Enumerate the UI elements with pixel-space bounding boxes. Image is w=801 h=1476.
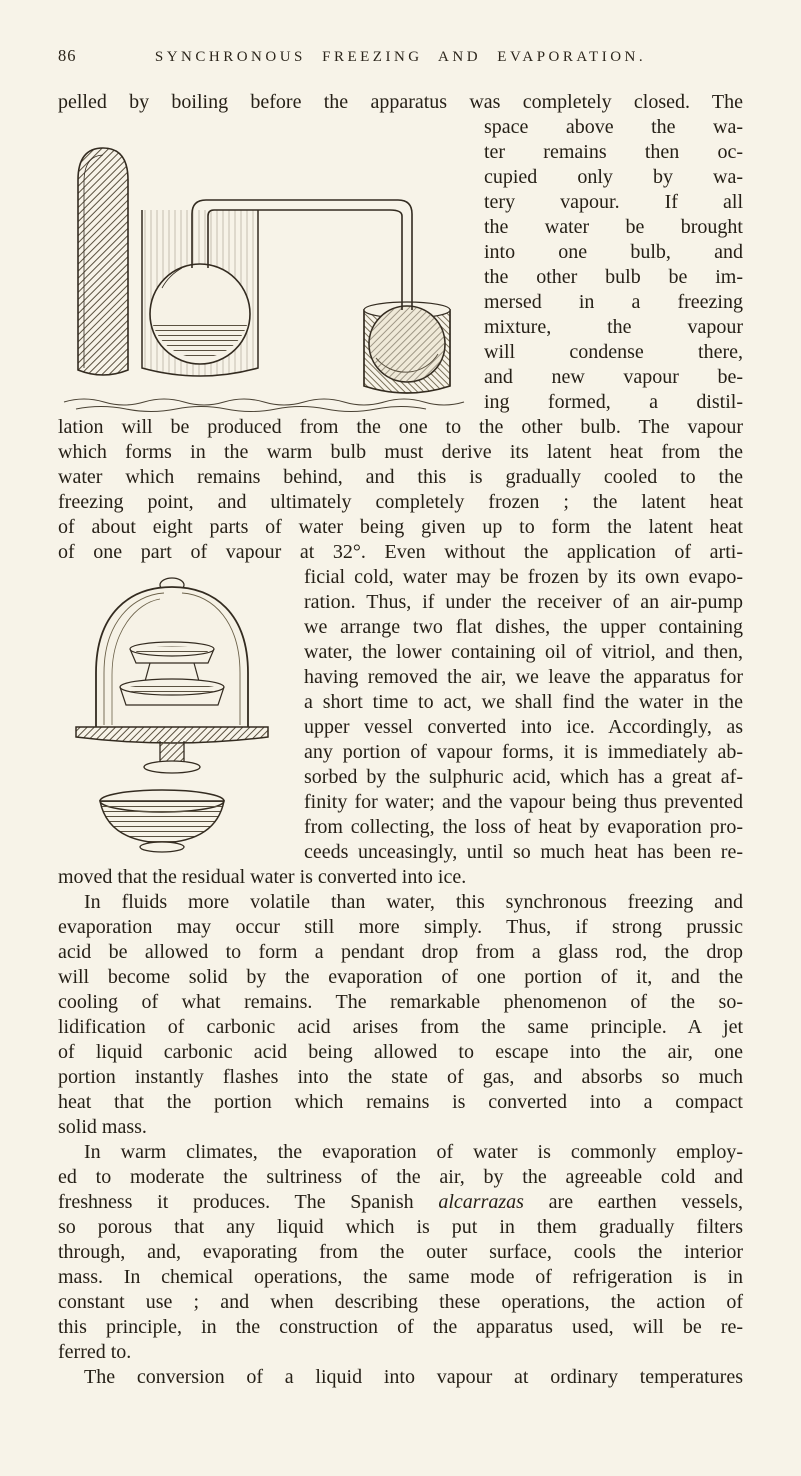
figure-cryophorus (58, 115, 470, 415)
text-line: into one bulb, and (484, 241, 743, 263)
text-line: the other bulb be im- (484, 266, 743, 288)
text-line: of liquid carbonic acid being allowed to escape into the air, one (58, 1041, 743, 1063)
text-line: water, the lower containing oil of vitriol, and then, (304, 641, 743, 663)
text-line: a short time to act, we shall find the water in the (304, 691, 743, 713)
page-number: 86 (58, 46, 77, 65)
text-line: of one part of vapour at 32°. Even without the application of arti- (58, 541, 743, 563)
text-line: the water be brought (484, 216, 743, 238)
text-line: water which remains behind, and this is gradually cooled to the (58, 466, 743, 488)
alcarrazas-italic: alcarrazas (438, 1191, 524, 1213)
text-line: ration. Thus, if under the receiver of an air-pump (304, 591, 743, 613)
text-line: ficial cold, water may be frozen by its own evapo- (304, 566, 743, 588)
text-line: space above the wa- (484, 116, 743, 138)
text-beside-figure1 (470, 115, 743, 415)
cryophorus-illustration (58, 118, 470, 414)
paragraph1-middle-lines (58, 415, 743, 565)
paragraph3-lines (58, 1215, 743, 1340)
text-line: we arrange two flat dishes, the upper containing (304, 616, 743, 638)
text-line: moved that the residual water is converted into ice. (58, 866, 467, 888)
text-line: ceeds unceasingly, until so much heat has been re- (304, 841, 743, 863)
text-line: lidification of carbonic acid arises from the same principle. A jet (58, 1016, 743, 1038)
text-line: heat that the portion which remains is converted into a compact (58, 1091, 743, 1113)
text-line: mersed in a freezing (484, 291, 743, 313)
text-line: will condense there, (484, 341, 743, 363)
text-line: evaporation may occur still more simply. Thus, if strong prussic (58, 916, 743, 938)
figure1-row (58, 115, 743, 415)
text-line: cooling of what remains. The remarkable phenomenon of the so- (58, 991, 743, 1013)
text-line: finity for water; and the vapour being thus prevented (304, 791, 743, 813)
text-line: sorbed by the sulphuric acid, which has a great af- (304, 766, 743, 788)
text-line: ter remains then oc- (484, 141, 743, 163)
text-segment: are earthen vessels, (548, 1191, 744, 1213)
figure-air-pump-receiver (58, 565, 288, 865)
text-line: mixture, the vapour (484, 316, 743, 338)
text-line: solid mass. (58, 1116, 147, 1138)
paragraph3 (58, 1140, 743, 1365)
text-line: having removed the air, we leave the apparatus for (304, 666, 743, 688)
paragraph4-line: The conversion of a liquid into vapour at ordinary temperatures (84, 1366, 743, 1388)
text-line: through, and, evaporating from the outer surface, cools the interior (58, 1241, 743, 1263)
page-header (58, 46, 743, 66)
text-line: pelled by boiling before the apparatus was completely closed. The (58, 91, 743, 113)
body-text (58, 90, 743, 1390)
figure2-row (58, 565, 743, 865)
paragraph2 (58, 890, 743, 1140)
text-line: ferred to. (58, 1341, 132, 1363)
text-line: cupied only by wa- (484, 166, 743, 188)
text-line: In fluids more volatile than water, this synchronous freezing and (84, 891, 743, 913)
text-line: this principle, in the construction of the apparatus used, will be re- (58, 1316, 743, 1338)
running-title: SYNCHRONOUS FREEZING AND EVAPORATION. (154, 49, 647, 65)
text-beside-figure2 (288, 565, 743, 865)
air-pump-receiver-illustration (58, 569, 288, 865)
text-segment: freshness it produces. The Spanish (58, 1191, 414, 1213)
text-line: so porous that any liquid which is put in them gradually filters (58, 1216, 743, 1238)
text-line: from collecting, the loss of heat by evaporation pro- (304, 816, 743, 838)
text-line: which forms in the warm bulb must derive its latent heat from the (58, 441, 743, 463)
paragraph2-lines (58, 915, 743, 1115)
text-line: any portion of vapour forms, it is immediately ab- (304, 741, 743, 763)
text-line: tery vapour. If all (484, 191, 743, 213)
text-line: of about eight parts of water being given up to form the latent heat (58, 516, 743, 538)
text-line: ed to moderate the sultriness of the air, by the agreeable cold and (58, 1166, 743, 1188)
text-line: and new vapour be- (484, 366, 743, 388)
text-line: ing formed, a distil- (484, 391, 743, 413)
text-line: will become solid by the evaporation of one portion of it, and the (58, 966, 743, 988)
text-line: lation will be produced from the one to the other bulb. The vapour (58, 416, 743, 438)
text-line (58, 1190, 743, 1215)
text-line: upper vessel converted into ice. Accordingly, as (304, 716, 743, 738)
text-line: mass. In chemical operations, the same mode of refrigeration is in (58, 1266, 743, 1288)
text-line: portion instantly flashes into the state of gas, and absorbs so much (58, 1066, 743, 1088)
text-line: freezing point, and ultimately completely frozen ; the latent heat (58, 491, 743, 513)
text-line: In warm climates, the evaporation of water is commonly employ- (84, 1141, 743, 1163)
text-line: acid be allowed to form a pendant drop from a glass rod, the drop (58, 941, 743, 963)
page-content (58, 46, 743, 1390)
text-line: constant use ; and when describing these operations, the action of (58, 1291, 743, 1313)
